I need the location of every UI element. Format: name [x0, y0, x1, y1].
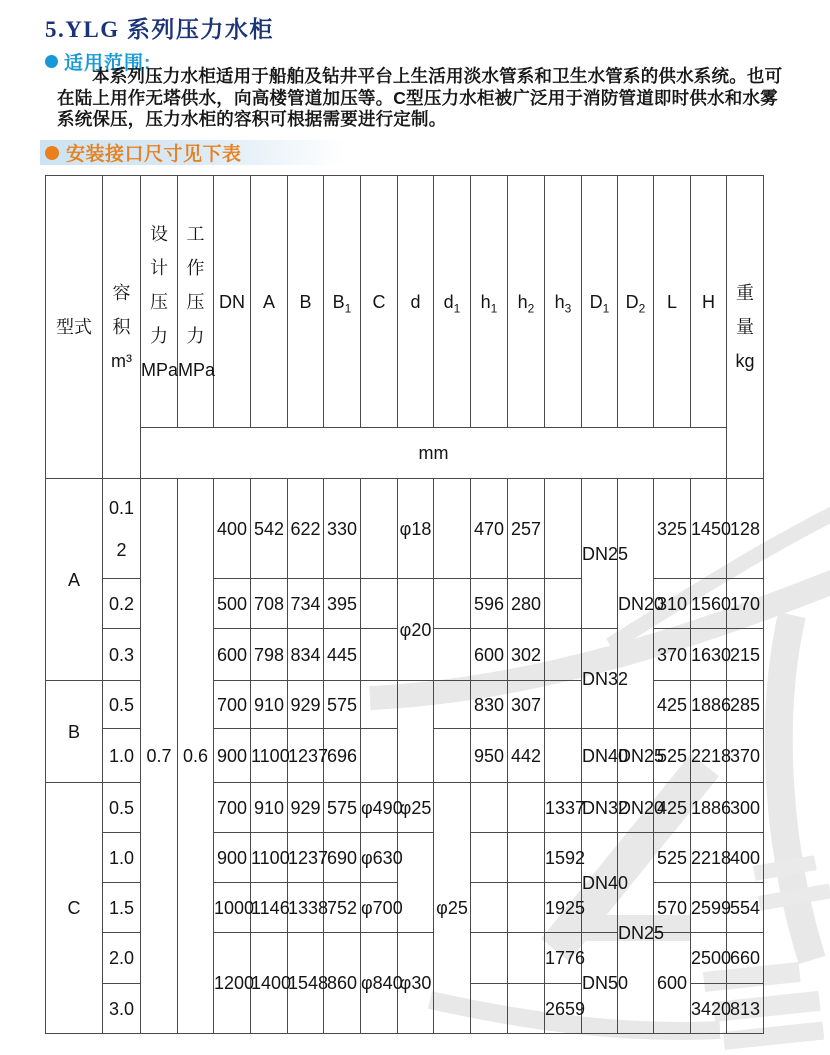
- cell-C-row8: φ700: [361, 883, 398, 933]
- cell-h2-row9: [508, 933, 545, 984]
- cell-D2-row1: DN20: [618, 479, 654, 729]
- col-header-h2: $h_2$: [508, 176, 545, 428]
- cell-h2-row3: 302: [508, 629, 545, 681]
- cell-H-row1: 1450: [691, 479, 727, 579]
- cell-d-row6: φ25: [398, 783, 434, 833]
- cell-B1-row6: 575: [324, 783, 361, 833]
- cell-L-row4: 425: [654, 681, 691, 729]
- cell-D1-row7: DN40: [582, 833, 618, 933]
- col-header-A: A: [251, 176, 288, 428]
- cell-h1-row8: [471, 883, 508, 933]
- cell-D1-row6: DN32: [582, 783, 618, 833]
- cell-A-row6: 910: [251, 783, 288, 833]
- cell-D1-row3: DN32: [582, 629, 618, 729]
- cell-d1-row5: [434, 729, 471, 783]
- cell-DN-row7: 900: [214, 833, 251, 883]
- cell-h1-row10: [471, 984, 508, 1034]
- cell-C-row6: φ490: [361, 783, 398, 833]
- col-header-B1: $B_1$: [324, 176, 361, 428]
- cell-D1-row5: DN40: [582, 729, 618, 783]
- cell-h3-row6: 1337: [545, 783, 582, 833]
- cell-B1-row1: 330: [324, 479, 361, 579]
- col-header-H: H: [691, 176, 727, 428]
- cell-d-row4: [398, 681, 434, 783]
- cell-h3-row3: [545, 629, 582, 681]
- cell-DN-row8: 1000: [214, 883, 251, 933]
- cell-h1-row5: 950: [471, 729, 508, 783]
- col-header-weight: 重 量 kg: [727, 176, 764, 479]
- cell-L-row9: 600: [654, 933, 691, 1034]
- cell-h3-row10: 2659: [545, 984, 582, 1034]
- cell-L-row8: 570: [654, 883, 691, 933]
- cell-volume-row7: 1.0: [103, 833, 141, 883]
- cell-d-row1: φ18: [398, 479, 434, 579]
- cell-type-row4: B: [46, 681, 103, 783]
- col-header-d1: $d_1$: [434, 176, 471, 428]
- cell-DN-row9: 1200: [214, 933, 251, 1034]
- cell-B1-row3: 445: [324, 629, 361, 681]
- cell-type-row6: C: [46, 783, 103, 1034]
- cell-h2-row6: [508, 783, 545, 833]
- cell-D2-row7: DN25: [618, 833, 654, 1034]
- table-caption-label: 安装接口尺寸见下表: [66, 144, 242, 165]
- cell-D2-row5: DN25: [618, 729, 654, 783]
- cell-B1-row9: 860: [324, 933, 361, 1034]
- cell-L-row7: 525: [654, 833, 691, 883]
- cell-h1-row3: 600: [471, 629, 508, 681]
- cell-working-pressure-row1: 0.6: [178, 479, 214, 1034]
- cell-C-row5: [361, 729, 398, 783]
- cell-L-row5: 525: [654, 729, 691, 783]
- cell-B-row5: 1237: [288, 729, 324, 783]
- cell-B1-row5: 696: [324, 729, 361, 783]
- cell-volume-row9: 2.0: [103, 933, 141, 984]
- cell-h3-row7: 1592: [545, 833, 582, 883]
- cell-h3-row1: [545, 479, 582, 579]
- cell-D1-row1: DN25: [582, 479, 618, 629]
- cell-weight-row8: 554: [727, 883, 764, 933]
- cell-H-row10: 3420: [691, 984, 727, 1034]
- cell-B1-row7: 690: [324, 833, 361, 883]
- cell-D2-row6: DN20: [618, 783, 654, 833]
- cell-d1-row4: [434, 681, 471, 729]
- cell-h2-row10: [508, 984, 545, 1034]
- cell-DN-row6: 700: [214, 783, 251, 833]
- cell-C-row3: [361, 629, 398, 681]
- cell-B-row8: 1338: [288, 883, 324, 933]
- cell-weight-row6: 300: [727, 783, 764, 833]
- cell-B-row6: 929: [288, 783, 324, 833]
- cell-B1-row8: 752: [324, 883, 361, 933]
- cell-volume-row10: 3.0: [103, 984, 141, 1034]
- col-header-C: C: [361, 176, 398, 428]
- page-title: 5.YLG 系列压力水柜: [45, 17, 274, 42]
- cell-volume-row1: 0.1 2: [103, 479, 141, 579]
- cell-h3-row8: 1925: [545, 883, 582, 933]
- cell-L-row1: 325: [654, 479, 691, 579]
- cell-h1-row2: 596: [471, 579, 508, 629]
- cell-A-row1: 542: [251, 479, 288, 579]
- cell-A-row5: 1100: [251, 729, 288, 783]
- cell-h2-row2: 280: [508, 579, 545, 629]
- cell-A-row3: 798: [251, 629, 288, 681]
- col-header-d: d: [398, 176, 434, 428]
- cell-A-row4: 910: [251, 681, 288, 729]
- cell-h2-row7: [508, 833, 545, 883]
- cell-h1-row1: 470: [471, 479, 508, 579]
- cell-B-row4: 929: [288, 681, 324, 729]
- cell-A-row9: 1400: [251, 933, 288, 1034]
- cell-B-row2: 734: [288, 579, 324, 629]
- cell-weight-row10: 813: [727, 984, 764, 1034]
- cell-H-row8: 2599: [691, 883, 727, 933]
- cell-h3-row2: [545, 579, 582, 629]
- orange-bullet-icon: [45, 146, 59, 160]
- cell-volume-row4: 0.5: [103, 681, 141, 729]
- cell-d-row2: φ20: [398, 579, 434, 681]
- cell-B-row1: 622: [288, 479, 324, 579]
- col-header-DN: DN: [214, 176, 251, 428]
- cell-B1-row4: 575: [324, 681, 361, 729]
- cell-C-row4: [361, 681, 398, 729]
- cell-d-row7: [398, 833, 434, 933]
- col-header-working-pressure: 工 作 压 力 MPa: [178, 176, 214, 428]
- cell-d1-row2: [434, 579, 471, 629]
- cell-A-row7: 1100: [251, 833, 288, 883]
- cell-L-row6: 425: [654, 783, 691, 833]
- cell-C-row7: φ630: [361, 833, 398, 883]
- cell-d1-row6: φ25: [434, 783, 471, 1034]
- cell-h1-row7: [471, 833, 508, 883]
- cell-DN-row4: 700: [214, 681, 251, 729]
- unit-row-cell: mm: [141, 428, 727, 479]
- cell-h1-row9: [471, 933, 508, 984]
- cell-L-row3: 370: [654, 629, 691, 681]
- cell-h1-row4: 830: [471, 681, 508, 729]
- cell-volume-row2: 0.2: [103, 579, 141, 629]
- col-header-design-pressure: 设 计 压 力 MPa: [141, 176, 178, 428]
- cell-design-pressure-row1: 0.7: [141, 479, 178, 1034]
- cell-h2-row4: 307: [508, 681, 545, 729]
- cell-H-row6: 1886: [691, 783, 727, 833]
- body-text: 本系列压力水柜适用于船舶及钻井平台上生活用淡水管系和卫生水管系的供水系统。也可 在陆上用作无塔供水，向高楼管道加压等。C型压力水柜被广泛用于消防管道即时供水和水雾 系统保压，压力水柜的容积可根据需要进行定制。: [57, 66, 783, 129]
- cell-h3-row9: 1776: [545, 933, 582, 984]
- col-header-D1: $D_1$: [582, 176, 618, 428]
- col-header-type: 型式: [46, 176, 103, 479]
- cell-D1-row9: DN50: [582, 933, 618, 1034]
- cell-DN-row1: 400: [214, 479, 251, 579]
- cell-weight-row7: 400: [727, 833, 764, 883]
- cell-A-row2: 708: [251, 579, 288, 629]
- cell-B-row9: 1548: [288, 933, 324, 1034]
- cell-DN-row2: 500: [214, 579, 251, 629]
- cell-A-row8: 1146: [251, 883, 288, 933]
- cell-d1-row3: [434, 629, 471, 681]
- cell-h3-row5: [545, 729, 582, 783]
- cell-H-row5: 2218: [691, 729, 727, 783]
- cell-H-row9: 2500: [691, 933, 727, 984]
- cell-weight-row5: 370: [727, 729, 764, 783]
- cell-weight-row1: 128: [727, 479, 764, 579]
- cell-C-row1: [361, 479, 398, 579]
- cell-weight-row4: 285: [727, 681, 764, 729]
- cell-H-row3: 1630: [691, 629, 727, 681]
- table-caption-bar: [40, 140, 345, 165]
- cell-weight-row3: 215: [727, 629, 764, 681]
- cell-volume-row6: 0.5: [103, 783, 141, 833]
- cell-h2-row8: [508, 883, 545, 933]
- cell-C-row2: [361, 579, 398, 629]
- cell-L-row2: 310: [654, 579, 691, 629]
- cell-B1-row2: 395: [324, 579, 361, 629]
- cell-DN-row5: 900: [214, 729, 251, 783]
- cell-d-row9: φ30: [398, 933, 434, 1034]
- cell-h1-row6: [471, 783, 508, 833]
- cell-type-row1: A: [46, 479, 103, 681]
- cell-DN-row3: 600: [214, 629, 251, 681]
- cell-h2-row5: 442: [508, 729, 545, 783]
- cell-C-row9: φ840: [361, 933, 398, 1034]
- spec-table: [45, 175, 764, 1034]
- cell-volume-row8: 1.5: [103, 883, 141, 933]
- cell-B-row7: 1237: [288, 833, 324, 883]
- col-header-h3: $h_3$: [545, 176, 582, 428]
- cell-h2-row1: 257: [508, 479, 545, 579]
- cell-B-row3: 834: [288, 629, 324, 681]
- col-header-B: B: [288, 176, 324, 428]
- cell-H-row2: 1560: [691, 579, 727, 629]
- cell-H-row4: 1886: [691, 681, 727, 729]
- cell-d1-row1: [434, 479, 471, 579]
- cell-weight-row2: 170: [727, 579, 764, 629]
- col-header-D2: $D_2$: [618, 176, 654, 428]
- cell-h3-row4: [545, 681, 582, 729]
- cell-volume-row3: 0.3: [103, 629, 141, 681]
- col-header-L: L: [654, 176, 691, 428]
- scope-heading-label: 适用范围:: [64, 53, 152, 74]
- cell-weight-row9: 660: [727, 933, 764, 984]
- col-header-h1: $h_1$: [471, 176, 508, 428]
- cell-volume-row5: 1.0: [103, 729, 141, 783]
- col-header-volume: 容 积 m³: [103, 176, 141, 479]
- cell-H-row7: 2218: [691, 833, 727, 883]
